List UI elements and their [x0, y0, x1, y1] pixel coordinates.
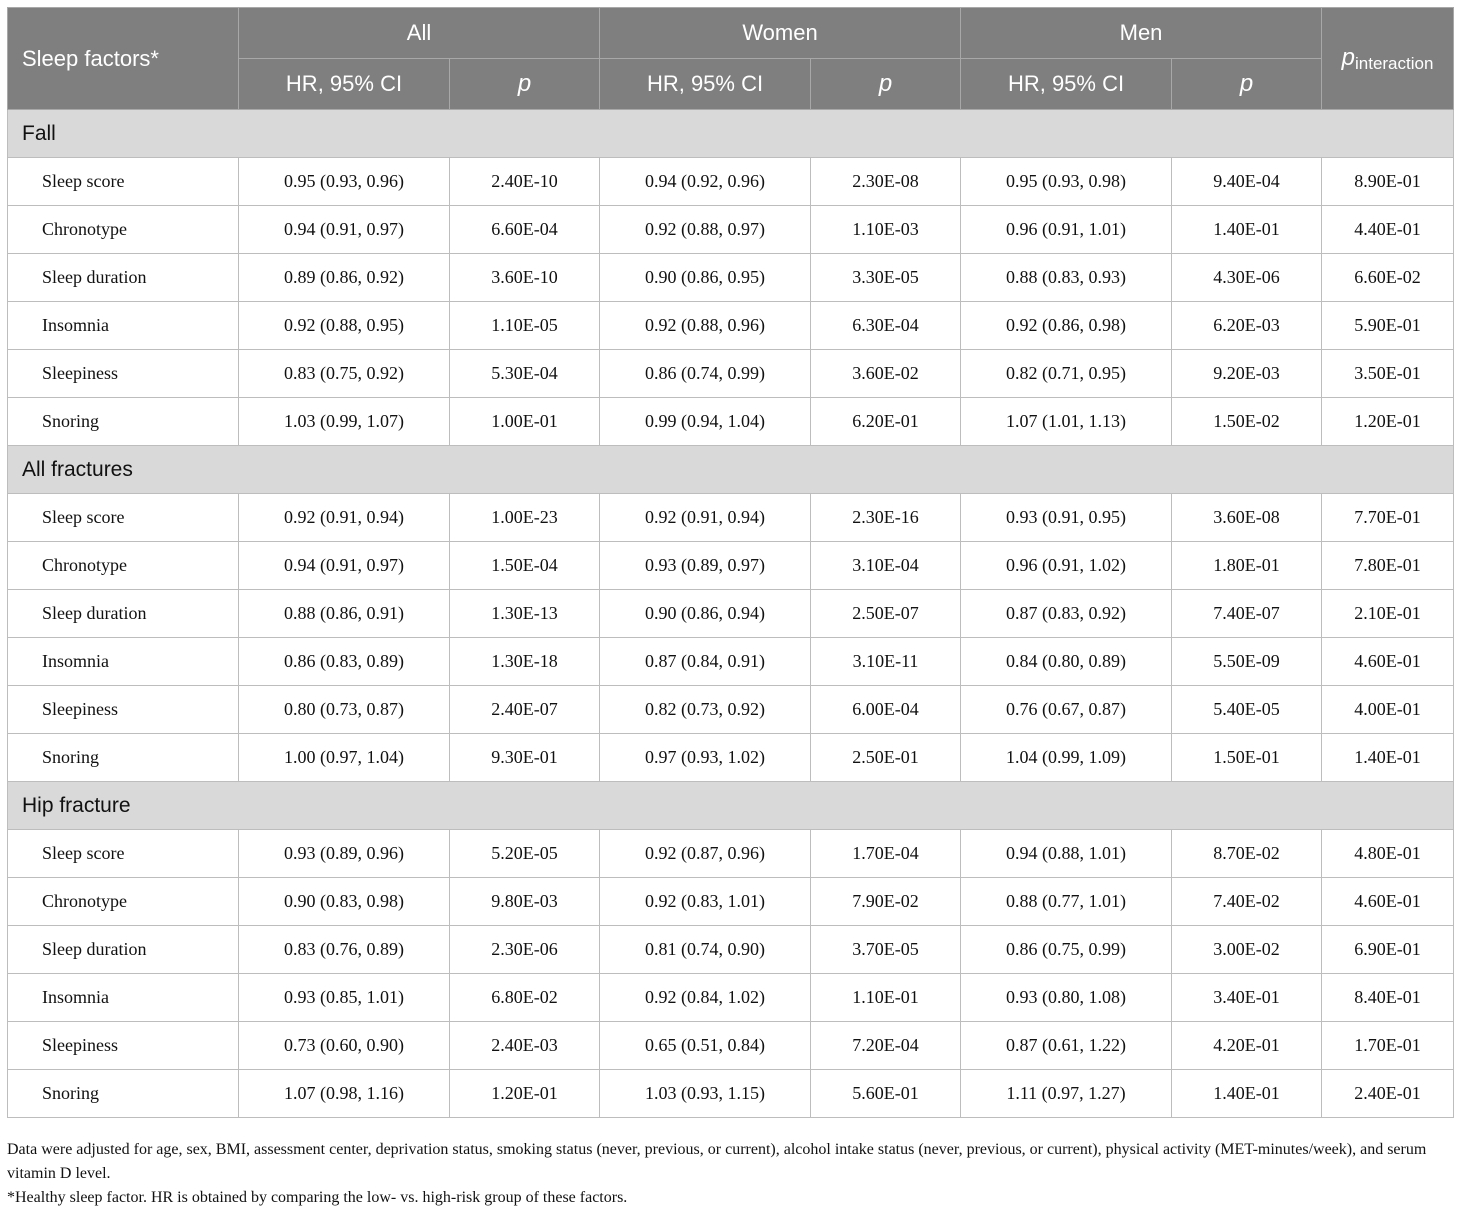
hr-men: 0.96 (0.91, 1.02) [961, 542, 1172, 590]
table-row [8, 734, 1454, 782]
header-group-women: Women [600, 8, 961, 59]
p-all: 2.40E-10 [450, 158, 600, 206]
p-interaction: 7.70E-01 [1322, 494, 1454, 542]
p-women: 2.50E-01 [811, 734, 961, 782]
table-row [8, 542, 1454, 590]
footnote-adjustment: Data were adjusted for age, sex, BMI, assessment center, deprivation status, smoking status (never, previous, or current), alcohol intake status (never, previous, or current), physical activity (MET-minutes/week), and serum vitamin D level. [7, 1141, 1427, 1182]
footnotes [7, 1138, 1453, 1210]
p-men: 1.50E-01 [1172, 734, 1322, 782]
p-men: 5.50E-09 [1172, 638, 1322, 686]
table-row [8, 974, 1454, 1022]
table-row [8, 638, 1454, 686]
hr-all: 1.03 (0.99, 1.07) [239, 398, 450, 446]
table-row [8, 158, 1454, 206]
p-interaction: 1.70E-01 [1322, 1022, 1454, 1070]
hr-all: 0.94 (0.91, 0.97) [239, 206, 450, 254]
p-men: 3.60E-08 [1172, 494, 1322, 542]
section-row [8, 446, 1454, 494]
p-all: 2.30E-06 [450, 926, 600, 974]
p-interaction: 2.10E-01 [1322, 590, 1454, 638]
hr-women: 0.92 (0.87, 0.96) [600, 830, 811, 878]
hr-women: 1.03 (0.93, 1.15) [600, 1070, 811, 1118]
factor-label: Sleep duration [8, 926, 239, 974]
factor-label: Insomnia [8, 638, 239, 686]
p-interaction-sub: interaction [1354, 53, 1434, 73]
hr-women: 0.90 (0.86, 0.94) [600, 590, 811, 638]
p-men: 9.20E-03 [1172, 350, 1322, 398]
factor-label: Snoring [8, 1070, 239, 1118]
p-all: 1.50E-04 [450, 542, 600, 590]
p-all: 9.80E-03 [450, 878, 600, 926]
p-all: 3.60E-10 [450, 254, 600, 302]
hr-all: 0.92 (0.91, 0.94) [239, 494, 450, 542]
hr-all: 1.00 (0.97, 1.04) [239, 734, 450, 782]
factor-label: Sleepiness [8, 1022, 239, 1070]
table-row [8, 1022, 1454, 1070]
p-women: 2.30E-16 [811, 494, 961, 542]
p-men: 7.40E-02 [1172, 878, 1322, 926]
p-interaction: 1.20E-01 [1322, 398, 1454, 446]
hr-men: 1.11 (0.97, 1.27) [961, 1070, 1172, 1118]
header-hr-men: HR, 95% CI [961, 59, 1172, 110]
hr-all: 0.92 (0.88, 0.95) [239, 302, 450, 350]
p-interaction: 4.60E-01 [1322, 878, 1454, 926]
p-women: 5.60E-01 [811, 1070, 961, 1118]
p-women: 3.30E-05 [811, 254, 961, 302]
header-p-interaction [1322, 8, 1454, 110]
p-men: 3.40E-01 [1172, 974, 1322, 1022]
p-women: 3.10E-04 [811, 542, 961, 590]
p-men: 5.40E-05 [1172, 686, 1322, 734]
section-row [8, 782, 1454, 830]
header-sleep-factors: Sleep factors* [8, 8, 239, 110]
table-row [8, 878, 1454, 926]
table-row [8, 590, 1454, 638]
p-women: 1.10E-03 [811, 206, 961, 254]
p-men: 6.20E-03 [1172, 302, 1322, 350]
p-women: 3.70E-05 [811, 926, 961, 974]
hr-women: 0.82 (0.73, 0.92) [600, 686, 811, 734]
p-women: 7.20E-04 [811, 1022, 961, 1070]
p-women: 2.50E-07 [811, 590, 961, 638]
p-men: 1.40E-01 [1172, 206, 1322, 254]
header-p-men: p [1172, 59, 1322, 110]
table-body [8, 110, 1454, 1118]
p-all: 1.10E-05 [450, 302, 600, 350]
p-all: 1.30E-13 [450, 590, 600, 638]
p-women: 3.60E-02 [811, 350, 961, 398]
hr-women: 0.90 (0.86, 0.95) [600, 254, 811, 302]
hr-men: 0.93 (0.91, 0.95) [961, 494, 1172, 542]
p-men: 8.70E-02 [1172, 830, 1322, 878]
p-all: 5.30E-04 [450, 350, 600, 398]
p-women: 6.20E-01 [811, 398, 961, 446]
p-interaction: 6.90E-01 [1322, 926, 1454, 974]
hr-women: 0.87 (0.84, 0.91) [600, 638, 811, 686]
header-p-women: p [811, 59, 961, 110]
section-title: Fall [8, 110, 1454, 158]
hr-men: 0.92 (0.86, 0.98) [961, 302, 1172, 350]
hr-women: 0.65 (0.51, 0.84) [600, 1022, 811, 1070]
p-all: 2.40E-07 [450, 686, 600, 734]
p-men: 4.30E-06 [1172, 254, 1322, 302]
hr-men: 0.96 (0.91, 1.01) [961, 206, 1172, 254]
p-interaction: 6.60E-02 [1322, 254, 1454, 302]
p-interaction: 4.60E-01 [1322, 638, 1454, 686]
p-all: 1.00E-23 [450, 494, 600, 542]
hr-women: 0.92 (0.84, 1.02) [600, 974, 811, 1022]
hr-all: 0.95 (0.93, 0.96) [239, 158, 450, 206]
hr-men: 0.82 (0.71, 0.95) [961, 350, 1172, 398]
hr-women: 0.92 (0.83, 1.01) [600, 878, 811, 926]
p-women: 6.00E-04 [811, 686, 961, 734]
hr-all: 0.83 (0.75, 0.92) [239, 350, 450, 398]
p-men: 9.40E-04 [1172, 158, 1322, 206]
table-row [8, 830, 1454, 878]
p-all: 5.20E-05 [450, 830, 600, 878]
factor-label: Sleep score [8, 830, 239, 878]
hr-all: 0.80 (0.73, 0.87) [239, 686, 450, 734]
hr-all: 0.73 (0.60, 0.90) [239, 1022, 450, 1070]
header-hr-women: HR, 95% CI [600, 59, 811, 110]
factor-label: Chronotype [8, 542, 239, 590]
p-women: 6.30E-04 [811, 302, 961, 350]
hr-all: 0.83 (0.76, 0.89) [239, 926, 450, 974]
header-hr-all: HR, 95% CI [239, 59, 450, 110]
hr-all: 0.88 (0.86, 0.91) [239, 590, 450, 638]
hr-men: 0.94 (0.88, 1.01) [961, 830, 1172, 878]
factor-label: Chronotype [8, 206, 239, 254]
p-interaction: 4.40E-01 [1322, 206, 1454, 254]
factor-label: Sleepiness [8, 686, 239, 734]
p-interaction: 8.40E-01 [1322, 974, 1454, 1022]
table-row [8, 254, 1454, 302]
factor-label: Sleep score [8, 494, 239, 542]
hr-all: 0.93 (0.85, 1.01) [239, 974, 450, 1022]
hr-women: 0.99 (0.94, 1.04) [600, 398, 811, 446]
factor-label: Sleepiness [8, 350, 239, 398]
p-all: 6.60E-04 [450, 206, 600, 254]
p-interaction: 5.90E-01 [1322, 302, 1454, 350]
factor-label: Sleep duration [8, 590, 239, 638]
header-group-all: All [239, 8, 600, 59]
table-row [8, 926, 1454, 974]
p-interaction: 4.00E-01 [1322, 686, 1454, 734]
table-container [7, 7, 1453, 1118]
hr-women: 0.86 (0.74, 0.99) [600, 350, 811, 398]
hr-men: 0.93 (0.80, 1.08) [961, 974, 1172, 1022]
table-row [8, 206, 1454, 254]
hr-all: 0.86 (0.83, 0.89) [239, 638, 450, 686]
p-men: 1.80E-01 [1172, 542, 1322, 590]
p-all: 6.80E-02 [450, 974, 600, 1022]
hr-all: 0.94 (0.91, 0.97) [239, 542, 450, 590]
p-women: 2.30E-08 [811, 158, 961, 206]
table-row [8, 494, 1454, 542]
p-all: 1.00E-01 [450, 398, 600, 446]
factor-label: Snoring [8, 398, 239, 446]
header-group-men: Men [961, 8, 1322, 59]
hr-men: 1.07 (1.01, 1.13) [961, 398, 1172, 446]
hr-women: 0.92 (0.88, 0.97) [600, 206, 811, 254]
hr-all: 0.90 (0.83, 0.98) [239, 878, 450, 926]
p-all: 1.20E-01 [450, 1070, 600, 1118]
p-interaction: 8.90E-01 [1322, 158, 1454, 206]
hr-all: 0.93 (0.89, 0.96) [239, 830, 450, 878]
hr-all: 0.89 (0.86, 0.92) [239, 254, 450, 302]
table-row [8, 398, 1454, 446]
hr-men: 0.87 (0.83, 0.92) [961, 590, 1172, 638]
p-all: 1.30E-18 [450, 638, 600, 686]
hr-men: 0.86 (0.75, 0.99) [961, 926, 1172, 974]
section-title: All fractures [8, 446, 1454, 494]
footnote-healthy-sleep: *Healthy sleep factor. HR is obtained by comparing the low- vs. high-risk group of these factors. [7, 1189, 628, 1206]
factor-label: Sleep score [8, 158, 239, 206]
factor-label: Snoring [8, 734, 239, 782]
hr-women: 0.92 (0.91, 0.94) [600, 494, 811, 542]
section-row [8, 110, 1454, 158]
hr-women: 0.93 (0.89, 0.97) [600, 542, 811, 590]
factor-label: Chronotype [8, 878, 239, 926]
p-men: 7.40E-07 [1172, 590, 1322, 638]
factor-label: Insomnia [8, 974, 239, 1022]
hr-men: 0.84 (0.80, 0.89) [961, 638, 1172, 686]
p-women: 1.10E-01 [811, 974, 961, 1022]
table-header [8, 8, 1454, 110]
hr-all: 1.07 (0.98, 1.16) [239, 1070, 450, 1118]
factor-label: Sleep duration [8, 254, 239, 302]
hr-men: 0.87 (0.61, 1.22) [961, 1022, 1172, 1070]
p-interaction: 4.80E-01 [1322, 830, 1454, 878]
hr-men: 0.95 (0.93, 0.98) [961, 158, 1172, 206]
hr-women: 0.94 (0.92, 0.96) [600, 158, 811, 206]
p-men: 1.50E-02 [1172, 398, 1322, 446]
p-women: 3.10E-11 [811, 638, 961, 686]
hr-men: 0.88 (0.77, 1.01) [961, 878, 1172, 926]
p-interaction: 2.40E-01 [1322, 1070, 1454, 1118]
results-table [7, 7, 1454, 1118]
p-men: 3.00E-02 [1172, 926, 1322, 974]
p-men: 1.40E-01 [1172, 1070, 1322, 1118]
p-interaction: 1.40E-01 [1322, 734, 1454, 782]
p-interaction: 7.80E-01 [1322, 542, 1454, 590]
p-women: 1.70E-04 [811, 830, 961, 878]
p-all: 2.40E-03 [450, 1022, 600, 1070]
p-all: 9.30E-01 [450, 734, 600, 782]
hr-men: 0.76 (0.67, 0.87) [961, 686, 1172, 734]
table-row [8, 350, 1454, 398]
p-men: 4.20E-01 [1172, 1022, 1322, 1070]
hr-women: 0.92 (0.88, 0.96) [600, 302, 811, 350]
hr-women: 0.81 (0.74, 0.90) [600, 926, 811, 974]
table-row [8, 686, 1454, 734]
table-row [8, 302, 1454, 350]
header-p-all: p [450, 59, 600, 110]
hr-men: 0.88 (0.83, 0.93) [961, 254, 1172, 302]
hr-men: 1.04 (0.99, 1.09) [961, 734, 1172, 782]
hr-women: 0.97 (0.93, 1.02) [600, 734, 811, 782]
p-women: 7.90E-02 [811, 878, 961, 926]
p-interaction-main: p [1341, 43, 1355, 71]
section-title: Hip fracture [8, 782, 1454, 830]
p-interaction: 3.50E-01 [1322, 350, 1454, 398]
factor-label: Insomnia [8, 302, 239, 350]
table-row [8, 1070, 1454, 1118]
